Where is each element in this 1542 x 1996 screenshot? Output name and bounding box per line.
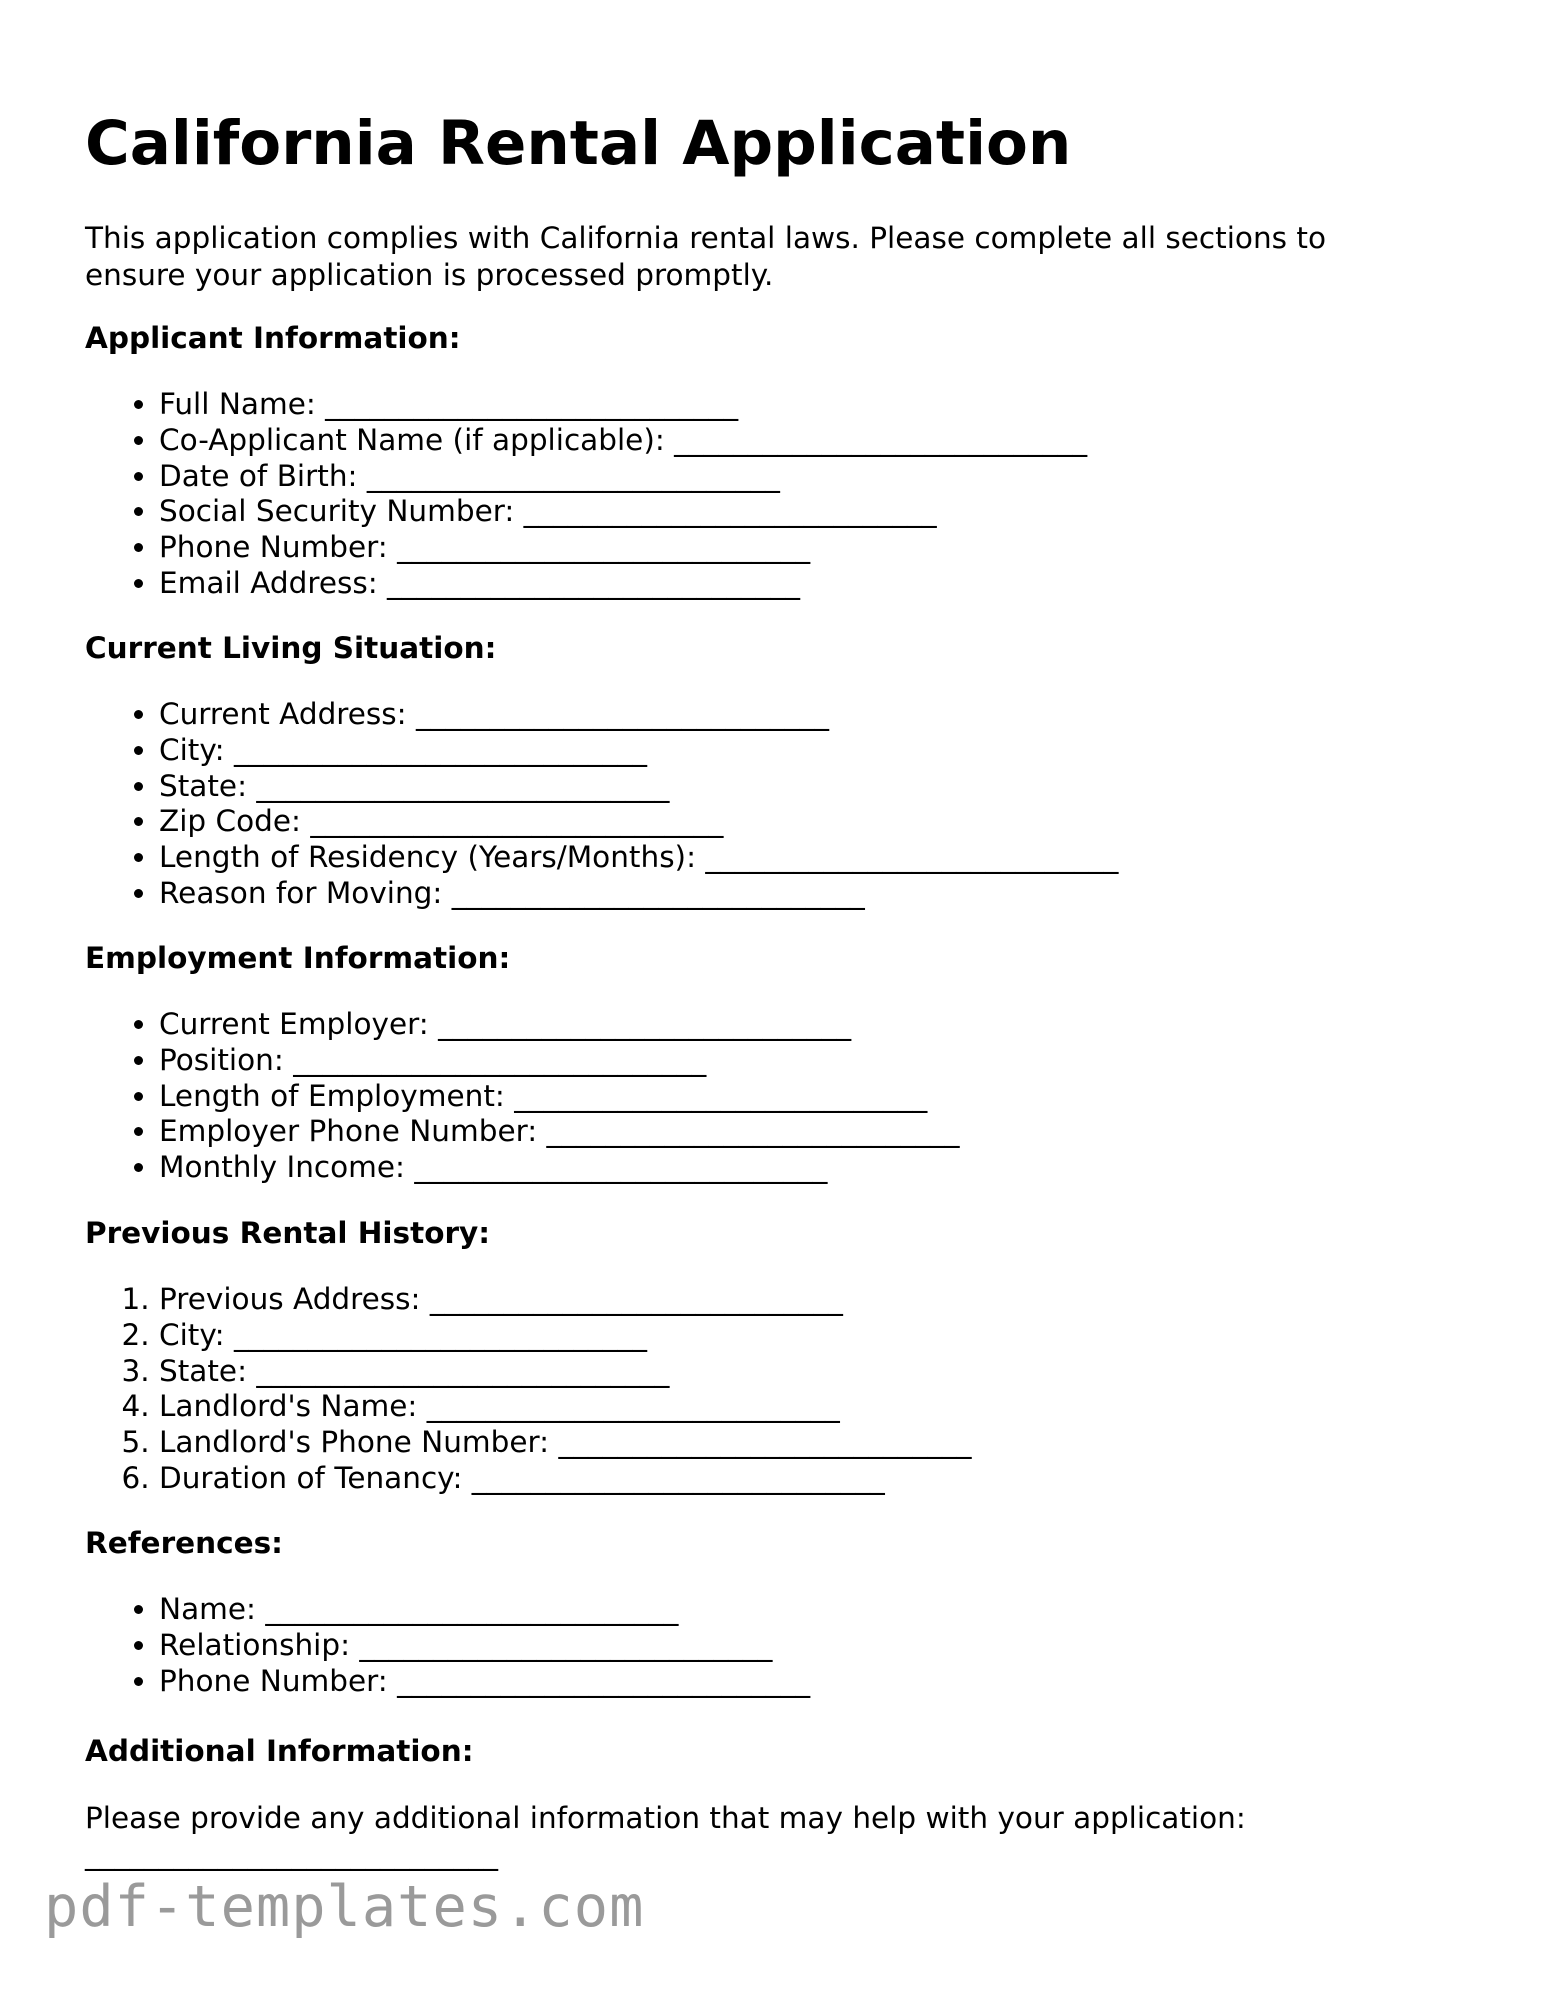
- blank-line[interactable]: ____________________________: [397, 1663, 811, 1698]
- blank-line[interactable]: ____________________________: [546, 1114, 960, 1149]
- field-landlord-phone[interactable]: [159, 1425, 971, 1461]
- field-label: State:: [159, 1353, 257, 1388]
- field-reference-name[interactable]: [159, 1592, 810, 1628]
- rental-history-field-list: [85, 1282, 971, 1497]
- blank-line[interactable]: ____________________________: [451, 875, 865, 910]
- blank-line[interactable]: ____________________________: [256, 768, 670, 803]
- section-heading-applicant: Applicant Information:: [85, 321, 461, 355]
- field-label: City:: [159, 1317, 234, 1352]
- field-email-address[interactable]: [159, 566, 1087, 602]
- field-label: State:: [159, 768, 257, 803]
- blank-line[interactable]: ____________________________: [705, 840, 1119, 875]
- field-label: Landlord's Phone Number:: [159, 1425, 559, 1460]
- field-city[interactable]: [159, 733, 1118, 769]
- blank-line[interactable]: ____________________________: [426, 1389, 840, 1424]
- field-previous-state[interactable]: [159, 1354, 971, 1390]
- field-label: City:: [159, 732, 234, 767]
- field-phone-number[interactable]: [159, 530, 1087, 566]
- field-label: Email Address:: [159, 565, 388, 600]
- blank-line[interactable]: ____________________________: [674, 422, 1088, 457]
- field-label: Landlord's Name:: [159, 1389, 427, 1424]
- field-current-address[interactable]: [159, 697, 1118, 733]
- blank-line[interactable]: ____________________________: [414, 1150, 828, 1185]
- blank-line[interactable]: ____________________________: [429, 1282, 843, 1316]
- page-title: California Rental Application: [85, 108, 1072, 179]
- blank-line[interactable]: ____________________________: [523, 494, 937, 529]
- field-label: Reason for Moving:: [159, 875, 452, 910]
- field-label: Co-Applicant Name (if applicable):: [159, 422, 675, 457]
- field-previous-city[interactable]: [159, 1318, 971, 1354]
- field-length-of-employment[interactable]: [159, 1079, 960, 1115]
- living-field-list: [85, 697, 1118, 912]
- field-label: Social Security Number:: [159, 494, 524, 529]
- blank-line[interactable]: ____________________________: [366, 458, 780, 493]
- references-field-list: [85, 1592, 810, 1699]
- blank-line[interactable]: ____________________________: [325, 387, 739, 421]
- watermark: pdf-templates.com: [44, 1874, 645, 1940]
- applicant-field-list: [85, 387, 1087, 602]
- field-label: Length of Residency (Years/Months):: [159, 840, 706, 875]
- section-heading-employment: Employment Information:: [85, 941, 511, 975]
- field-label: Phone Number:: [159, 1663, 398, 1698]
- blank-line[interactable]: ____________________________: [234, 1317, 647, 1352]
- section-heading-references: References:: [85, 1526, 283, 1560]
- field-label: Current Address:: [159, 697, 416, 731]
- field-position[interactable]: [159, 1043, 960, 1079]
- field-label: Current Employer:: [159, 1007, 439, 1041]
- field-label: Length of Employment:: [159, 1078, 515, 1113]
- blank-line[interactable]: ____________________________: [256, 1353, 670, 1388]
- field-label: Full Name:: [159, 387, 326, 421]
- field-reason-for-moving[interactable]: [159, 876, 1118, 912]
- field-label: Employer Phone Number:: [159, 1114, 547, 1149]
- field-current-employer[interactable]: [159, 1007, 960, 1043]
- field-label: Monthly Income:: [159, 1150, 415, 1185]
- field-full-name[interactable]: [159, 387, 1087, 423]
- field-landlord-name[interactable]: [159, 1389, 971, 1425]
- field-state[interactable]: [159, 769, 1118, 805]
- blank-line[interactable]: ____________________________: [558, 1425, 972, 1460]
- field-duration-of-tenancy[interactable]: [159, 1461, 971, 1497]
- blank-line[interactable]: ____________________________: [438, 1007, 852, 1041]
- field-length-of-residency[interactable]: [159, 840, 1118, 876]
- blank-line[interactable]: ____________________________: [387, 565, 801, 600]
- blank-line[interactable]: ____________________________: [359, 1627, 773, 1662]
- blank-line[interactable]: ____________________________: [310, 804, 724, 839]
- field-employer-phone[interactable]: [159, 1114, 960, 1150]
- field-reference-phone[interactable]: [159, 1664, 810, 1700]
- field-label: Phone Number:: [159, 530, 398, 565]
- field-previous-address[interactable]: [159, 1282, 971, 1318]
- field-label: Previous Address:: [159, 1282, 430, 1316]
- blank-line[interactable]: ____________________________: [234, 732, 647, 767]
- blank-line[interactable]: ____________________________: [397, 530, 811, 565]
- blank-line[interactable]: ____________________________: [415, 697, 829, 731]
- additional-info-prompt: Please provide any additional information that may help with your application:: [85, 1801, 1246, 1835]
- intro-paragraph: This application complies with California rental laws. Please complete all sections to ensure your application is processed promptly.: [85, 221, 1327, 292]
- section-heading-additional: Additional Information:: [85, 1734, 474, 1768]
- section-heading-living: Current Living Situation:: [85, 631, 497, 665]
- field-co-applicant-name[interactable]: [159, 423, 1087, 459]
- additional-info-blank-line[interactable]: ____________________________: [85, 1837, 498, 1871]
- field-zip-code[interactable]: [159, 804, 1118, 840]
- employment-field-list: [85, 1007, 960, 1186]
- blank-line[interactable]: ____________________________: [514, 1078, 928, 1113]
- field-date-of-birth[interactable]: [159, 459, 1087, 495]
- field-reference-relationship[interactable]: [159, 1628, 810, 1664]
- field-ssn[interactable]: [159, 494, 1087, 530]
- field-label: Relationship:: [159, 1627, 360, 1662]
- blank-line[interactable]: ____________________________: [471, 1460, 885, 1495]
- field-monthly-income[interactable]: [159, 1150, 960, 1186]
- field-label: Zip Code:: [159, 804, 311, 839]
- blank-line[interactable]: ____________________________: [265, 1592, 679, 1626]
- field-label: Date of Birth:: [159, 458, 367, 493]
- blank-line[interactable]: ____________________________: [293, 1042, 707, 1077]
- section-heading-rental-history: Previous Rental History:: [85, 1216, 491, 1250]
- field-label: Duration of Tenancy:: [159, 1460, 472, 1495]
- field-label: Position:: [159, 1042, 294, 1077]
- field-label: Name:: [159, 1592, 266, 1626]
